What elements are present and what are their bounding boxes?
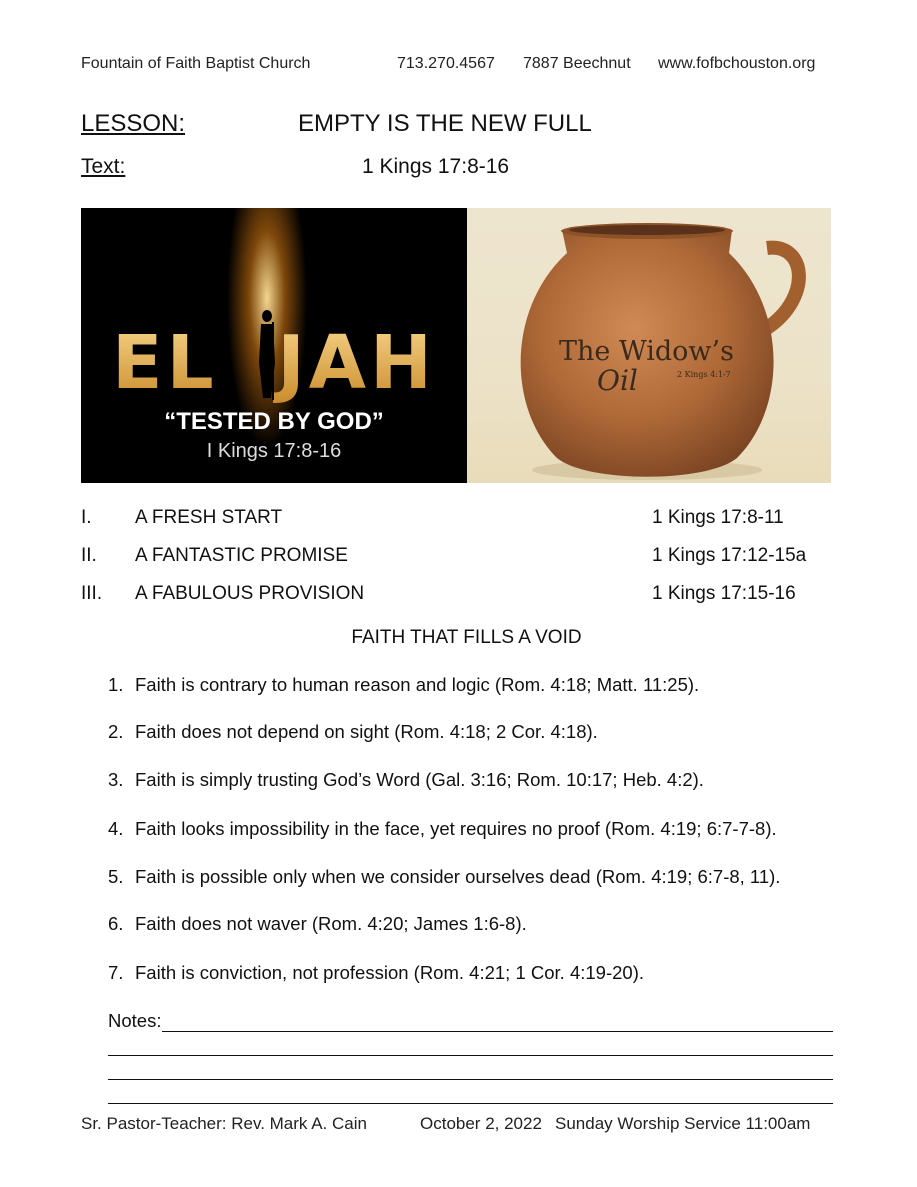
church-name: Fountain of Faith Baptist Church: [81, 55, 311, 72]
list-text: Faith is conviction, not profession (Rom. 4:21; 1 Cor. 4:19-20).: [135, 962, 644, 983]
list-number: 3.: [108, 769, 124, 790]
outline-numeral: I.: [81, 507, 92, 528]
outline-numeral: II.: [81, 545, 97, 566]
list-item: [108, 674, 699, 696]
church-phone: 713.270.4567: [397, 55, 495, 72]
outline-reference: 1 Kings 17:8-11: [652, 507, 784, 528]
outline-item: [81, 507, 841, 533]
text-label: Text:: [81, 155, 126, 178]
text-reference: 1 Kings 17:8-16: [362, 155, 510, 178]
widows-oil-word: Oil: [597, 364, 638, 397]
list-number: 7.: [108, 962, 124, 983]
elijah-panel: [81, 208, 467, 483]
sermon-banner: [81, 208, 831, 483]
list-text: Faith is contrary to human reason and logic (Rom. 4:18; Matt. 11:25).: [135, 674, 700, 695]
list-text: Faith is simply trusting God’s Word (Gal. 3:16; Rom. 10:17; Heb. 4:2).: [135, 769, 704, 790]
list-item: [108, 769, 704, 791]
list-text: Faith is possible only when we consider ourselves dead (Rom. 4:19; 6:7-8, 11).: [135, 866, 781, 887]
lesson-title: EMPTY IS THE NEW FULL: [298, 110, 592, 137]
service-date: October 2, 2022: [420, 1114, 542, 1133]
widows-oil-panel: [467, 208, 831, 483]
outline-text: A FRESH START: [135, 507, 283, 528]
outline-numeral: III.: [81, 583, 103, 604]
outline-text: A FABULOUS PROVISION: [135, 583, 365, 604]
list-text: Faith does not depend on sight (Rom. 4:18; 2 Cor. 4:18).: [135, 721, 598, 742]
outline-item: [81, 583, 841, 609]
elijah-title: EL JAH: [81, 320, 467, 406]
notes-line: [108, 1079, 833, 1080]
list-number: 6.: [108, 913, 124, 934]
list-text: Faith does not waver (Rom. 4:20; James 1:6-8).: [135, 913, 527, 934]
church-address: 7887 Beechnut: [523, 55, 631, 72]
list-item: [108, 818, 777, 840]
list-item: [108, 721, 598, 743]
notes-line: [162, 1031, 833, 1032]
outline-reference: 1 Kings 17:12-15a: [652, 545, 807, 566]
pastor-name: Sr. Pastor-Teacher: Rev. Mark A. Cain: [81, 1114, 367, 1133]
silhouette-figure-icon: [257, 308, 277, 400]
list-number: 1.: [108, 674, 124, 695]
lesson-label: LESSON:: [81, 110, 186, 137]
list-number: 4.: [108, 818, 124, 839]
list-item: [108, 962, 644, 984]
service-time: Sunday Worship Service 11:00am: [555, 1114, 811, 1133]
list-item: [108, 866, 780, 888]
church-website[interactable]: www.fofbchouston.org: [658, 55, 816, 72]
notes-line: [108, 1103, 833, 1104]
outline-reference: 1 Kings 17:15-16: [652, 583, 796, 604]
widows-oil-title: The Widow’s: [559, 336, 734, 367]
notes-line: [108, 1055, 833, 1056]
outline-text: A FANTASTIC PROMISE: [135, 545, 348, 566]
outline-item: [81, 545, 841, 571]
section-heading: FAITH THAT FILLS A VOID: [351, 627, 582, 648]
list-item: [108, 913, 527, 935]
list-number: 5.: [108, 866, 124, 887]
widows-oil-reference: 2 Kings 4:1-7: [677, 370, 731, 379]
notes-label: Notes:: [108, 1010, 162, 1031]
elijah-reference: I Kings 17:8-16: [206, 440, 342, 462]
elijah-subtitle: “TESTED BY GOD”: [164, 408, 384, 435]
list-number: 2.: [108, 721, 124, 742]
list-text: Faith looks impossibility in the face, yet requires no proof (Rom. 4:19; 6:7-7-8).: [135, 818, 777, 839]
